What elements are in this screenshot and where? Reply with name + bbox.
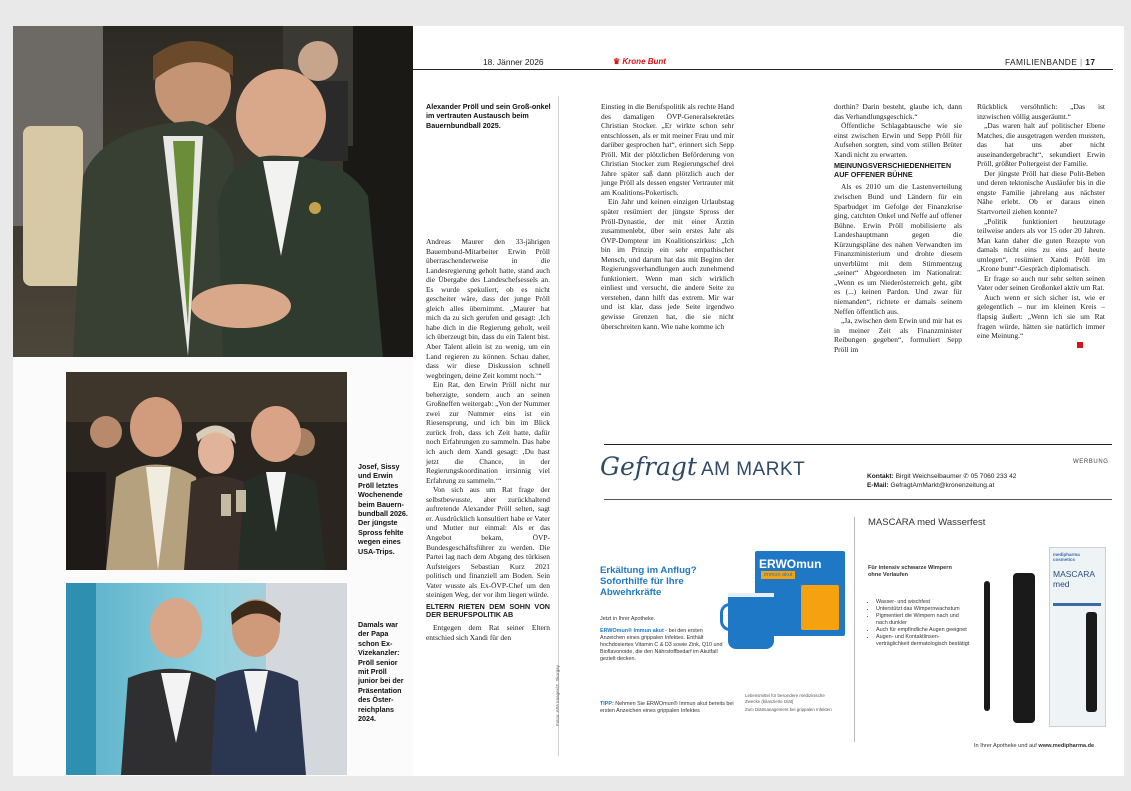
caption-photo-1: Alexander Pröll und sein Groß-onkel im vertrauten Austausch beim Bauernbundball 2025. — [426, 102, 551, 130]
col2-para-2: Ein Jahr und keinen einzigen Urlaubstag später resümiert der jüngste Spross der Pröll-Dynastie, der mit einer Ärztin zusammenlebt, über sein erstes Jahr als ÖVP-Dompteur im Koalitionszirkus: „Ich bin im Prinzip ein sehr empathischer Mensch, und darum hat das mit Beginn der Regierungsverhandlungen auch zunehmend funktioniert. Wenn man sich wirklich einliest und versucht, die andere Seite zu verstehen, dann hilft das extrem. Mir war und ist klar, dass jede Seite irgendwo gewisse Grenzen hat, die sie nicht überschreiten kann. Wie nahe komme ich — [601, 197, 734, 331]
right-page — [358, 26, 1124, 776]
brand-label: Krone Bunt — [622, 57, 666, 66]
end-mark-icon — [1077, 342, 1083, 348]
email-link[interactable]: GefragtAmMarkt@kronenzeitung.at — [890, 482, 995, 489]
ad-divider — [854, 517, 855, 742]
header-brand — [613, 57, 666, 66]
photo-credit: Fotos: APA Images/Z. Skorgey — [555, 665, 560, 726]
header-rule — [413, 69, 1113, 70]
contact-label: Kontakt: — [867, 473, 894, 480]
mascara-box-brand: medipharma cosmetics — [1053, 552, 1080, 562]
erwo-ad — [600, 521, 845, 751]
col3-para-1: dorthin? Darin besteht, glaube ich, dann das Verhandlungsgeschick.“ — [834, 102, 962, 121]
photo-proell-senior-junior — [66, 583, 347, 775]
mascara-ad — [866, 513, 1116, 753]
header-date: 18. Jänner 2026 — [483, 57, 544, 67]
col1-para-2: Ein Rat, den Erwin Pröll nicht nur beherzigte, sondern auch an seinen Großneffen weitergab: „Von der Nummer zwei zur Nummer eins ist ein Riesensprung, und ich bin im Blick zurück froh, dass ich Zeit hatte, dafür noch Erfahrungen zu sammeln. Das habe ich auch dem Xandi gesagt: ‚Du hast jetzt die Chance, in der Regierungskoordination irrsinnig viel Erfahrung zu sammeln.‘“ — [426, 380, 550, 485]
caption-photo-2: Josef, Sissy und Erwin Pröll letztes Wochenende beim Bauern-bundball 2026. Der jüngste Spross fehlte wegen eines USA-Trips. — [358, 462, 408, 556]
erwo-body-text: - bei den ersten Anzeichen eines grippalen Infektes. Enthält hochdosiertes Vitamin C & D3 sowie Zink, Q10 und Bioflavonoide, die den Nährstoffbedarf im Akutfall gezielt decken. — [600, 628, 723, 662]
article-col-4 — [977, 102, 1105, 350]
photo-alexander-and-erwin — [13, 26, 413, 357]
crown-icon: ♛ — [613, 57, 621, 66]
col4-para-6: Auch wenn er sich sicher ist, wie er gelegentlich – nur im kleinen Kreis – flapsig äußert: „Wenn ich sie um Rat fragen würde, hätten sie natürlich immer eine Meinung.“ — [977, 292, 1105, 341]
ad-logo — [600, 452, 805, 481]
header-section: FAMILIENBANDE | 17 — [1005, 57, 1096, 67]
col1-para-3: Von sich aus um Rat frage der selbstbewusste, aber zurückhaltend auftretende Alexander Pröll selten, sagt er. Ausdrücklich konsultiert habe er Vater und Mutter nur einmal: Als er das Angebot bekam, ÖVP-Bundesgeschäftsführer zu werden. Die Partei lag nach dem Abgang des türkisen Aufsteigers Sebastian Kurz 2021 politisch und finanziell am Boden. Sein Vater wusste als Ex-ÖVP-Chef um den steinigen Weg, der vor ihm liegen würde. — [426, 485, 550, 600]
col3-para-3: Als es 2010 um die Lastenverteilung zwischen Bund und Ländern für ein Sparbudget im Gefolge der Finanzkrise ging, catchten Onkel und Neffe auf offener Bühne. Erwin Pröll mobilisierte als Landeshauptmann gegen die Kürzungspläne des nahen Verwandten im Finanzministerium und drohte diesem unverblümt mit dem Stimmentzug „seiner“ Abgeordneten im Nationalrat: „Wenn es um Niederösterreich geht, gibt es (...) keinen Pardon. Und zwar für niemanden“, richtete er damals seinem Neffen öffentlich aus. — [834, 182, 962, 316]
erwo-tip-text: Nehmen Sie ERWOmun® Immun akut bereits bei ersten Anzeichen eines grippalen Infektes — [600, 701, 734, 714]
erwo-box-label — [801, 585, 839, 630]
mascara-footer-prefix: In Ihrer Apotheke und auf — [974, 743, 1039, 749]
col1-para-1: Andreas Maurer den 33-jährigen Bauernbund-Mitarbeiter Erwin Pröll überraschenderweise in die Landesregierung geholt hatte, stand auch die Übergabe des Landeschefsessels an. Es wurde spekuliert, ob es nicht gescheiter wäre, dass der junge Pröll gleich alles übernimmt. „Maurer hat mich da zu sich gerufen und gesagt: ‚Ich habe dich in die Regierung geholt, weil ich überzeugt bin, dass du ein Talent bist. Aber Talent allein ist zu wenig, um ein Land regieren zu können. Schau daher, dass wir diese Diskussion schnell wegbringen, deine Zeit kommt noch.‘“ — [426, 237, 550, 380]
ad-mid-rule — [604, 499, 1112, 500]
erwo-mug-handle — [720, 603, 735, 631]
erwo-box-brand: ERWOmun — [759, 557, 822, 571]
section-label: FAMILIENBANDE — [1005, 57, 1078, 67]
mascara-wand — [984, 581, 990, 711]
erwo-pharmacy: Jetzt in Ihrer Apotheke. — [600, 616, 656, 622]
mascara-cap — [1013, 573, 1035, 723]
left-page — [13, 26, 413, 776]
mascara-box-name: MASCARA med — [1053, 569, 1095, 589]
mascara-title: MASCARA med Wasserfest — [868, 517, 986, 528]
contact-value: Birgit Weichselbaumer ✆ 05 7060 233 42 — [895, 473, 1017, 480]
mascara-box-tube — [1086, 612, 1097, 712]
erwo-headline: Erkältung im Anflug? Soforthilfe für Ihre Abwehrkräfte — [600, 565, 697, 598]
col2-para-1: Einstieg in die Berufspolitik als rechte Hand des damaligen ÖVP-Generalsekretärs Christian Stocker. „Er wirkte schon sehr entschlossen, als er mit meiner Frau und mir darüber gesprochen hat“, erinnert sich Sepp Pröll. Mit der plötzlichen Beförderung von Christian Stocker zum Regierungschef drei Jahre später saß dann plötzlich auch der junge Pröll als dessen engster Vertrauter mit am Koalitions-Pokertisch. — [601, 102, 734, 197]
col3-subheading: MEINUNGSVERSCHIEDENHEITEN AUF OFFENER BÜHNE — [834, 161, 952, 179]
article-col-2 — [601, 102, 734, 331]
erwo-legal-1: Lebensmittel für besondere medizinische Zwecke (bilanzierte Diät) — [745, 693, 825, 704]
col3-para-4: „Ja, zwischen dem Erwin und mir hat es in meiner Zeit als Finanzminister Reibungen gegeben“, formuliert Sepp Pröll im — [834, 316, 962, 354]
erwo-legal-2: Zum Diätmanagement bei grippalen Infekten — [745, 707, 832, 712]
col4-para-2: „Das waren halt auf politischer Ebene Matches, die ausgetragen werden mussten, das hat uns aber nicht auseinandergebracht“, sekundiert Erwin Pröll, größter Poltergeist der Familie. — [977, 121, 1105, 169]
col1-subheading: ELTERN RIETEN DEM SOHN VON DER BERUFSPOLITIK AB — [426, 601, 550, 620]
mascara-bullet: • Unterstützt das Wimpernwachstum — [876, 606, 971, 613]
col4-para-3: Der jüngste Pröll hat diese Polit-Beben und deren tektonische Ausläufer bis in die engste Familie jahrelang aus nächster Nähe erlebt. Ob er daraus einen Startvorteil ziehen konnte? — [977, 168, 1105, 217]
mascara-bullet-list — [868, 599, 971, 648]
col1-para-4: Entgegen dem Rat seiner Eltern entschied sich Xandi für den — [426, 622, 550, 642]
mascara-box — [1049, 547, 1106, 727]
email-label: E-Mail: — [867, 482, 889, 489]
ad-top-rule — [604, 444, 1112, 445]
caption-photo-3: Damals war der Papa schon Ex-Vizekanzler: Pröll senior mit Pröll junior bei der Präsentation des Öster-reichplans 2024. — [358, 620, 404, 724]
erwo-tip — [600, 701, 735, 715]
page-number: 17 — [1085, 57, 1096, 67]
mascara-footer-url[interactable]: www.medipharma.de — [1038, 743, 1095, 749]
erwo-box-sub: immun akut — [761, 571, 795, 579]
mascara-box-accent — [1053, 603, 1101, 606]
erwo-body — [600, 628, 725, 663]
mascara-bullet: • Wasser- und wischfest — [876, 599, 971, 606]
ad-label: WERBUNG — [1073, 459, 1109, 465]
article-col-1 — [426, 237, 550, 642]
col4-para-4: „Politik funktioniert heutzutage teilweise anders als vor 15 oder 20 Jahren. Man kann daher die guten Rezepte von damals nicht eins zu eins auf heute umlegen“, resümiert Xandi Pröll im „Krone bunt“-Gespräch diplomatisch. — [977, 216, 1105, 274]
mascara-bullet: • Augen- und Kontaktlinsen-verträglichkeit dermatologisch bestätigt — [876, 634, 971, 648]
ad-logo-script: Gefragt — [600, 452, 697, 481]
mascara-bullet: • Auch für empfindliche Augen geeignet — [876, 627, 971, 634]
erwo-brand-lead: ERWOmun® Immun akut — [600, 628, 664, 634]
col4-para-5: Er frage so auch nur sehr selten seinen Vater oder seinen Großonkel aktiv um Rat. — [977, 273, 1105, 293]
ad-logo-caps: AM MARKT — [700, 459, 806, 480]
col3-para-2: Öffentliche Schlagabtausche wie sie einst zwischen Erwin und Sepp Pröll für Aufsehen sorgten, sind vom stillen Brüter Xandi nicht zu erwarten. — [834, 121, 962, 159]
article-col-3 — [834, 102, 962, 354]
mascara-bullet: • Pigmentiert die Wimpern nach und nach dunkler — [876, 613, 971, 627]
column-divider — [558, 96, 559, 756]
mascara-subtitle: Für intensiv schwarze Wimpern ohne Verlaufen — [868, 565, 952, 578]
ad-contact — [867, 472, 1016, 490]
erwo-tip-label: TIPP: — [600, 701, 614, 707]
col4-para-1: Rückblick versöhnlich: „Das ist inzwischen völlig ausgeräumt.“ — [977, 102, 1105, 121]
photo-josef-sissy-erwin — [66, 372, 347, 570]
mascara-footer — [974, 743, 1094, 749]
